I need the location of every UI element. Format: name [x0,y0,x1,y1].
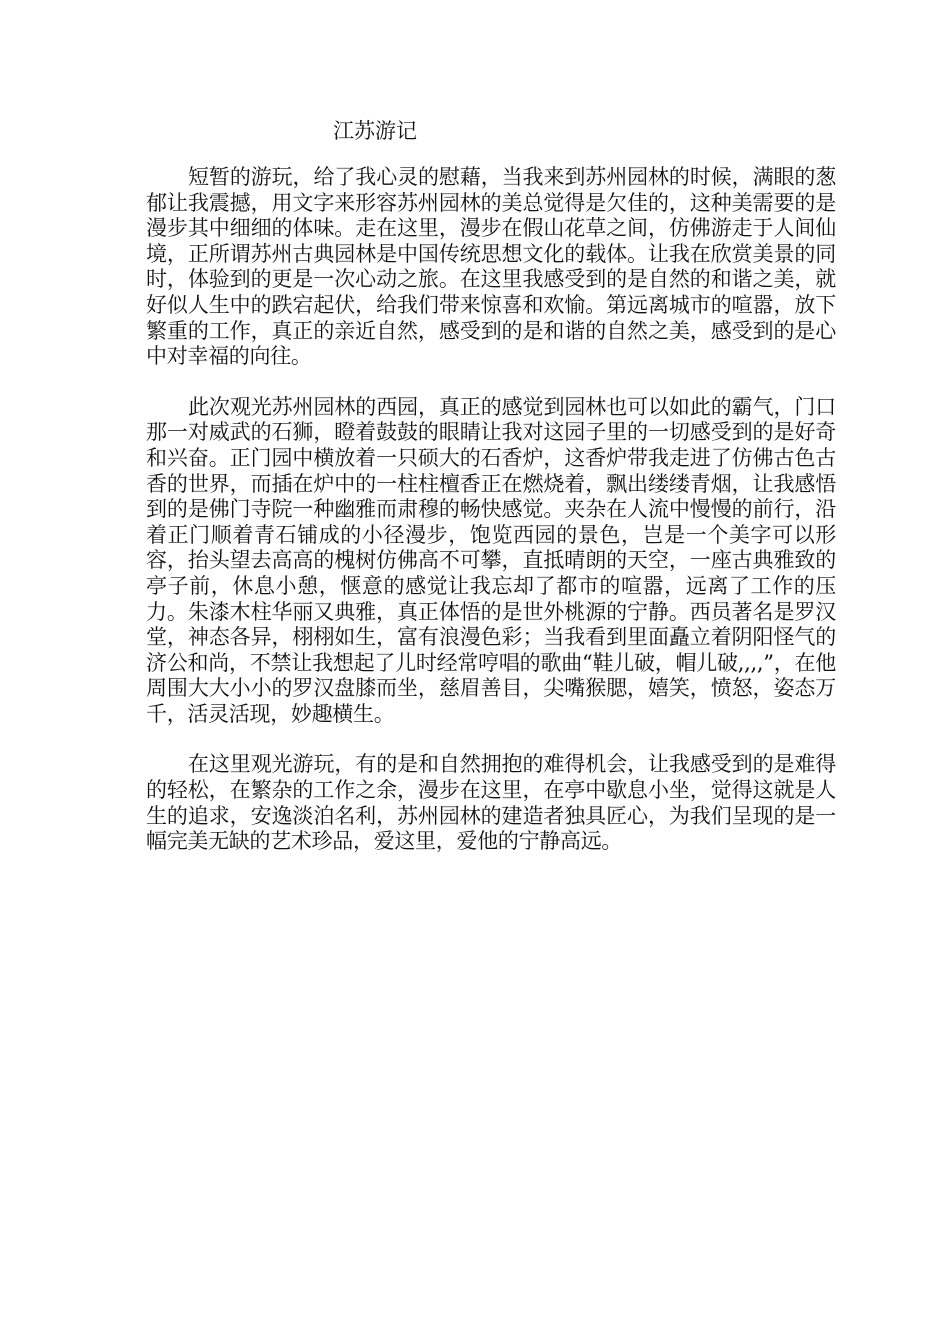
paragraph-2: 此次观光苏州园林的西园，真正的感觉到园林也可以如此的霸气，门口那一对威武的石狮，瞪着鼓鼓的眼睛让我对这园子里的一切感受到的是好奇和兴奋。正门园中横放着一只硕大的石香炉，这香炉带我走进了仿佛古色古香的世界，而插在炉中的一柱柱檀香正在燃烧着，飘出缕缕青烟，让我感悟到的是佛门寺院一种幽雅而肃穆的畅快感觉。夹杂在人流中慢慢的前行，沿着正门顺着青石铺成的小径漫步，饱览西园的景色，岂是一个美字可以形容，抬头望去高高的槐树仿佛高不可攀，直抵晴朗的天空，一座古典雅致的亭子前，休息小憩，惬意的感觉让我忘却了都市的喧嚣，远离了工作的压力。朱漆木柱华丽又典雅，真正体悟的是世外桃源的宁静。西员著名是罗汉堂，神态各异，栩栩如生，富有浪漫色彩；当我看到里面矗立着阴阳怪气的济公和尚，不禁让我想起了儿时经常哼唱的歌曲“鞋儿破，帽儿破,,,,”，在他周围大大小小的罗汉盘膝而坐，慈眉善目，尖嘴猴腮，嬉笑，愤怒，姿态万千，活灵活现，妙趣横生。 [146,394,836,726]
document-body [146,118,836,880]
paragraph-3: 在这里观光游玩，有的是和自然拥抱的难得机会，让我感受到的是难得的轻松，在繁杂的工作之余，漫步在这里，在亭中歇息小坐，觉得这就是人生的追求，安逸淡泊名利，苏州园林的建造者独具匠心，为我们呈现的是一幅完美无缺的艺术珍品，爱这里，爱他的宁静高远。 [146,752,836,854]
paragraph-1: 短暂的游玩，给了我心灵的慰藉，当我来到苏州园林的时候，满眼的葱郁让我震撼，用文字来形容苏州园林的美总觉得是欠佳的，这种美需要的是漫步其中细细的体味。走在这里，漫步在假山花草之间，仿佛游走于人间仙境，正所谓苏州古典园林是中国传统思想文化的载体。让我在欣赏美景的同时，体验到的更是一次心动之旅。在这里我感受到的是自然的和谐之美，就好似人生中的跌宕起伏，给我们带来惊喜和欢愉。第远离城市的喧嚣，放下繁重的工作，真正的亲近自然，感受到的是和谐的自然之美，感受到的是心中对幸福的向往。 [146,165,836,369]
document-title: 江苏游记 [333,119,417,143]
